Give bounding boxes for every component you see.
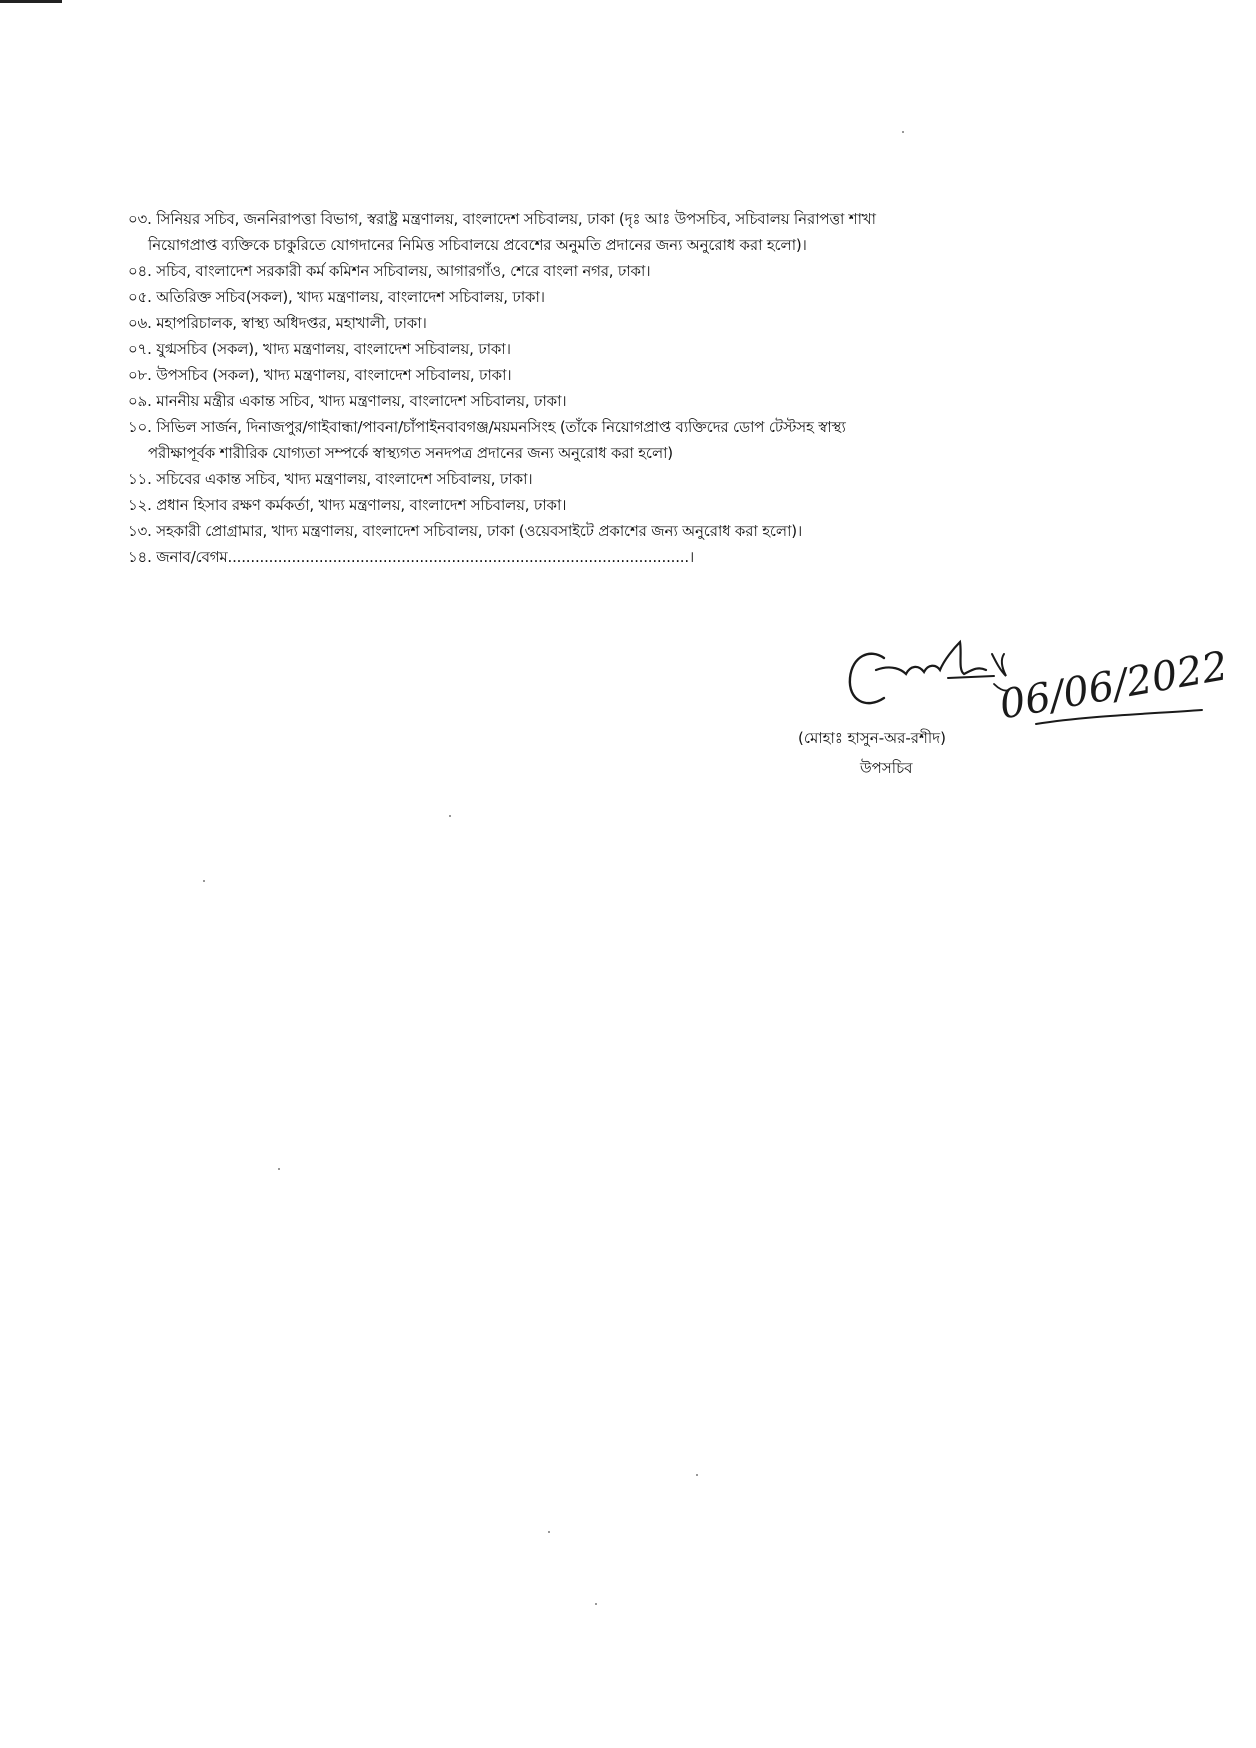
list-item [128, 362, 1090, 388]
list-item-text: যুগ্মসচিব (সকল), খাদ্য মন্ত্রণালয়, বাংলাদেশ সচিবালয়, ঢাকা। [156, 340, 511, 358]
list-item [128, 492, 1090, 518]
list-item-number: ০৬. [128, 314, 152, 332]
list-item [128, 284, 1090, 310]
signature-block [798, 640, 1232, 777]
list-item-continuation: নিয়োগপ্রাপ্ত ব্যক্তিকে চাকুরিতে যোগদানের নিমিত্ত সচিবালয়ে প্রবেশের অনুমতি প্রদানের জন্য অনুরোধ করা হলো)। [148, 236, 807, 254]
list-item [128, 544, 1090, 570]
handwritten-date [996, 643, 1232, 746]
list-item [128, 388, 1090, 414]
list-item [128, 310, 1090, 336]
list-item-text: প্রধান হিসাব রক্ষণ কর্মকর্তা, খাদ্য মন্ত্রণালয়, বাংলাদেশ সচিবালয়, ঢাকা। [156, 496, 567, 514]
list-item-number: ০৮. [128, 366, 152, 384]
signer-name: (মোহাঃ হাসুন-অর-রশীদ) [798, 729, 946, 747]
list-item-number: ০৫. [128, 288, 152, 306]
list-item-number: ১৩. [128, 522, 152, 540]
list-item-text: সিভিল সার্জন, দিনাজপুর/গাইবান্ধা/পাবনা/চাঁপাইনবাবগঞ্জ/ময়মনসিংহ (তাঁকে নিয়োগপ্রাপ্ত ব্যক্তিদের ডোপ টেস্টসহ স্বাস্থ্য [156, 418, 846, 436]
scan-speck [278, 1168, 280, 1170]
distribution-list [128, 206, 1090, 570]
list-item-text: জনাব/বেগম.....................................................................................................। [156, 548, 695, 566]
list-item [128, 336, 1090, 362]
scan-speck [449, 815, 451, 817]
scan-speck [696, 1474, 698, 1476]
list-item-text: সিনিয়র সচিব, জননিরাপত্তা বিভাগ, স্বরাষ্ট্র মন্ত্রণালয়, বাংলাদেশ সচিবালয়, ঢাকা (দৃঃ আঃ উপসচিব, সচিবালয় নিরাপত্তা শাখা [156, 210, 876, 228]
list-item-text: মাননীয় মন্ত্রীর একান্ত সচিব, খাদ্য মন্ত্রণালয়, বাংলাদেশ সচিবালয়, ঢাকা। [156, 392, 567, 410]
list-item-text: অতিরিক্ত সচিব(সকল), খাদ্য মন্ত্রণালয়, বাংলাদেশ সচিবালয়, ঢাকা। [156, 288, 545, 306]
list-item [128, 414, 1090, 466]
list-item [128, 518, 1090, 544]
scan-speck [548, 1531, 550, 1533]
list-item-text: মহাপরিচালক, স্বাস্থ্য অধিদপ্তর, মহাখালী, ঢাকা। [156, 314, 427, 332]
list-item [128, 206, 1090, 258]
list-item-text: সচিবের একান্ত সচিব, খাদ্য মন্ত্রণালয়, বাংলাদেশ সচিবালয়, ঢাকা। [156, 470, 533, 488]
list-item-number: ১৪. [128, 548, 152, 566]
list-item-text: সচিব, বাংলাদেশ সরকারী কর্ম কমিশন সচিবালয়, আগারগাঁও, শেরে বাংলা নগর, ঢাকা। [156, 262, 651, 280]
svg-text:06/06/2022: 06/06/2022 [996, 643, 1232, 729]
list-item-text: উপসচিব (সকল), খাদ্য মন্ত্রণালয়, বাংলাদেশ সচিবালয়, ঢাকা। [156, 366, 512, 384]
scan-speck [203, 880, 205, 882]
scan-speck [595, 1603, 597, 1605]
list-item-number: ০৩. [128, 210, 152, 228]
page-top-rule [0, 0, 62, 3]
list-item-text: সহকারী প্রোগ্রামার, খাদ্য মন্ত্রণালয়, বাংলাদেশ সচিবালয়, ঢাকা (ওয়েবসাইটে প্রকাশের জন্য অনুরোধ করা হলো)। [156, 522, 803, 540]
list-item [128, 258, 1090, 284]
list-item-number: ০৭. [128, 340, 152, 358]
list-item-continuation: পরীক্ষাপূর্বক শারীরিক যোগ্যতা সম্পর্কে স্বাস্থ্যগত সনদপত্র প্রদানের জন্য অনুরোধ করা হলো) [148, 444, 673, 462]
list-item-number: ০৯. [128, 392, 152, 410]
list-item-number: ১০. [128, 418, 152, 436]
list-item-number: ১১. [128, 470, 152, 488]
list-item-number: ১২. [128, 496, 152, 514]
signer-designation: উপসচিব [860, 759, 913, 777]
list-item [128, 466, 1090, 492]
scan-speck [902, 131, 904, 133]
list-item-number: ০৪. [128, 262, 152, 280]
